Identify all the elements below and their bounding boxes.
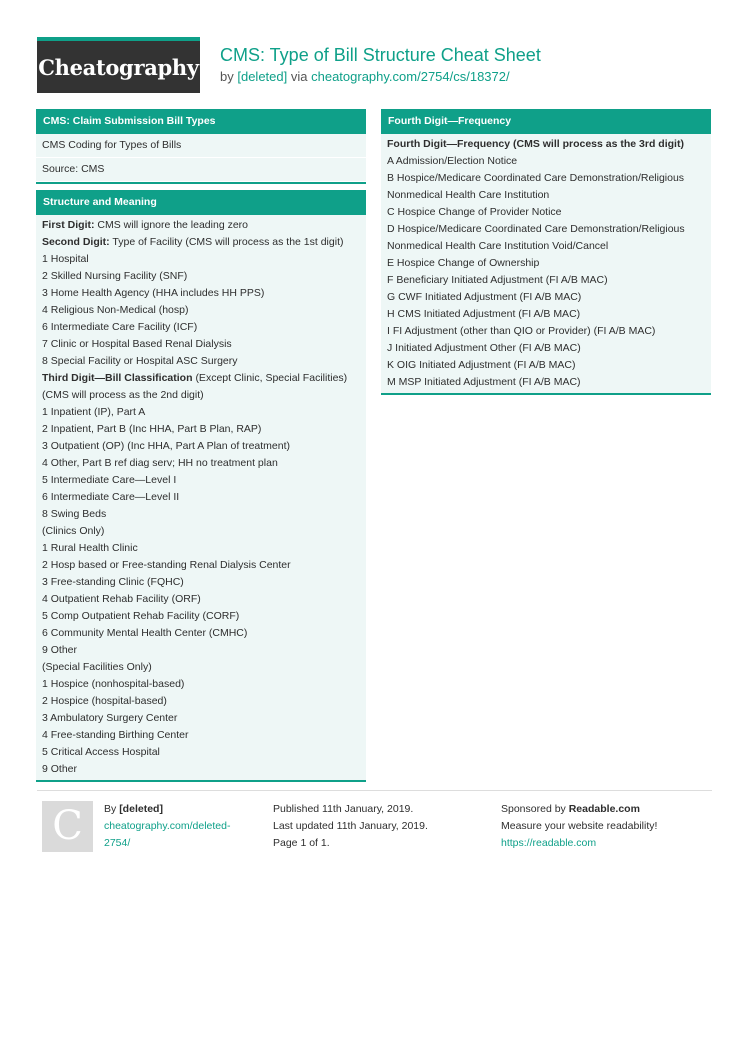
box-heading: CMS: Claim Submission Bill Types — [36, 109, 366, 134]
list-item: 2 Skilled Nursing Facility (SNF) — [42, 270, 188, 282]
list-item: J Initiated Adjustment Other (FI A/B MAC) — [387, 342, 581, 354]
right-column — [381, 109, 711, 401]
first-digit-row — [36, 217, 366, 234]
box-row: Source: CMS — [36, 158, 366, 182]
list-item: 2 Hosp based or Free-standing Renal Dialysis Center — [42, 559, 291, 571]
third-digit-label: Third Digit—Bill Classification — [42, 372, 193, 384]
list-item: 1 Hospital — [42, 253, 89, 265]
list-item: 6 Intermediate Care—Level II — [42, 491, 180, 503]
list-item: 5 Comp Outpatient Rehab Facility (CORF) — [42, 610, 240, 622]
footer-dates — [273, 801, 473, 852]
footer-author-name: [deleted] — [119, 803, 163, 815]
sheet-url-link[interactable]: cheatography.com/2754/cs/18372/ — [311, 69, 510, 84]
list-item: B Hospice/Medicare Coordinated Care Demonstration/Religious — [387, 172, 685, 184]
first-digit-label: First Digit: — [42, 219, 95, 231]
third-digit-text: (Except Clinic, Special Facilities) — [195, 372, 348, 384]
box-heading: Structure and Meaning — [36, 190, 366, 215]
sponsor-name: Readable.com — [568, 803, 640, 815]
page-title: CMS: Type of Bill Structure Cheat Sheet — [220, 45, 541, 65]
byline — [220, 69, 510, 84]
list-item: 3 Outpatient (OP) (Inc HHA, Part A Plan of treatment) — [42, 440, 291, 452]
list-item: F Beneficiary Initiated Adjustment (FI A/B MAC) — [387, 274, 608, 286]
sponsor-tagline: Measure your website readability! — [501, 820, 658, 832]
fourth-digit-title: Fourth Digit—Frequency (CMS will process as the 3rd digit) — [387, 138, 684, 150]
author-avatar-icon: C — [42, 801, 93, 852]
list-item: 4 Outpatient Rehab Facility (ORF) — [42, 593, 201, 605]
list-item: 6 Community Mental Health Center (CMHC) — [42, 627, 248, 639]
list-item: 1 Hospice (nonhospital-based) — [42, 678, 185, 690]
sponsored-prefix: Sponsored by — [501, 803, 566, 815]
list-item: E Hospice Change of Ownership — [387, 257, 540, 269]
list-item: 2 Inpatient, Part B (Inc HHA, Part B Plan, RAP) — [42, 423, 262, 435]
list-item: 4 Other, Part B ref diag serv; HH no treatment plan — [42, 457, 278, 469]
author-link[interactable]: [deleted] — [237, 69, 288, 84]
list-item: 2 Hospice (hospital-based) — [42, 695, 167, 707]
list-item: 8 Special Facility or Hospital ASC Surgery — [42, 355, 238, 367]
list-item: G CWF Initiated Adjustment (FI A/B MAC) — [387, 291, 582, 303]
left-column — [36, 109, 366, 788]
list-item: 3 Ambulatory Surgery Center — [42, 712, 178, 724]
box-heading: Fourth Digit—Frequency — [381, 109, 711, 134]
list-item: 1 Rural Health Clinic — [42, 542, 138, 554]
footer-by: By — [104, 803, 117, 815]
second-digit-text: Type of Facility (CMS will process as the 1st digit) — [112, 236, 344, 248]
list-item: M MSP Initiated Adjustment (FI A/B MAC) — [387, 376, 581, 388]
second-digit-row — [36, 234, 366, 251]
list-item: A Admission/Election Notice — [387, 155, 518, 167]
footer-sponsor — [501, 801, 701, 852]
list-item: (CMS will process as the 2nd digit) — [42, 389, 204, 401]
cheatography-logo[interactable]: Cheatography — [37, 37, 200, 93]
footer-author — [104, 801, 244, 852]
list-item: 4 Religious Non-Medical (hosp) — [42, 304, 189, 316]
list-item: (Clinics Only) — [42, 525, 105, 537]
footer-author-url[interactable]: cheatography.com/deleted- — [104, 820, 231, 832]
list-item: 1 Inpatient (IP), Part A — [42, 406, 146, 418]
structure-meaning-box — [36, 190, 366, 782]
list-item: 5 Intermediate Care—Level I — [42, 474, 177, 486]
list-item: 9 Other — [42, 644, 78, 656]
published-date: Published 11th January, 2019. — [273, 803, 414, 815]
list-item: 9 Other — [42, 763, 78, 775]
list-item: 6 Intermediate Care Facility (ICF) — [42, 321, 198, 333]
claim-submission-box — [36, 109, 366, 184]
list-item: (Special Facilities Only) — [42, 661, 152, 673]
list-item: C Hospice Change of Provider Notice — [387, 206, 562, 218]
page-footer — [37, 790, 712, 849]
list-item: I FI Adjustment (other than QIO or Provider) (FI A/B MAC) — [387, 325, 656, 337]
footer-author-url-cont[interactable]: 2754/ — [104, 837, 131, 849]
list-item: 4 Free-standing Birthing Center — [42, 729, 189, 741]
list-item: Nonmedical Health Care Institution — [387, 189, 550, 201]
list-item: D Hospice/Medicare Coordinated Care Demonstration/Religious — [387, 223, 685, 235]
list-item: K OIG Initiated Adjustment (FI A/B MAC) — [387, 359, 576, 371]
page-header — [37, 37, 712, 93]
list-item: 5 Critical Access Hospital — [42, 746, 160, 758]
via-text: via — [290, 69, 308, 84]
first-digit-text: CMS will ignore the leading zero — [97, 219, 248, 231]
list-item: Nonmedical Health Care Institution Void/Cancel — [387, 240, 609, 252]
by-prefix: by — [220, 69, 234, 84]
list-item: 8 Swing Beds — [42, 508, 107, 520]
updated-date: Last updated 11th January, 2019. — [273, 820, 428, 832]
third-digit-row — [36, 370, 366, 387]
list-item: H CMS Initiated Adjustment (FI A/B MAC) — [387, 308, 581, 320]
list-item: 3 Free-standing Clinic (FQHC) — [42, 576, 184, 588]
list-item: 7 Clinic or Hospital Based Renal Dialysis — [42, 338, 232, 350]
list-item: 3 Home Health Agency (HHA includes HH PPS) — [42, 287, 265, 299]
fourth-digit-title-row — [381, 136, 711, 153]
fourth-digit-box — [381, 109, 711, 395]
box-row: CMS Coding for Types of Bills — [36, 134, 366, 158]
second-digit-label: Second Digit: — [42, 236, 110, 248]
page-count: Page 1 of 1. — [273, 837, 330, 849]
sponsor-link[interactable]: https://readable.com — [501, 837, 597, 849]
